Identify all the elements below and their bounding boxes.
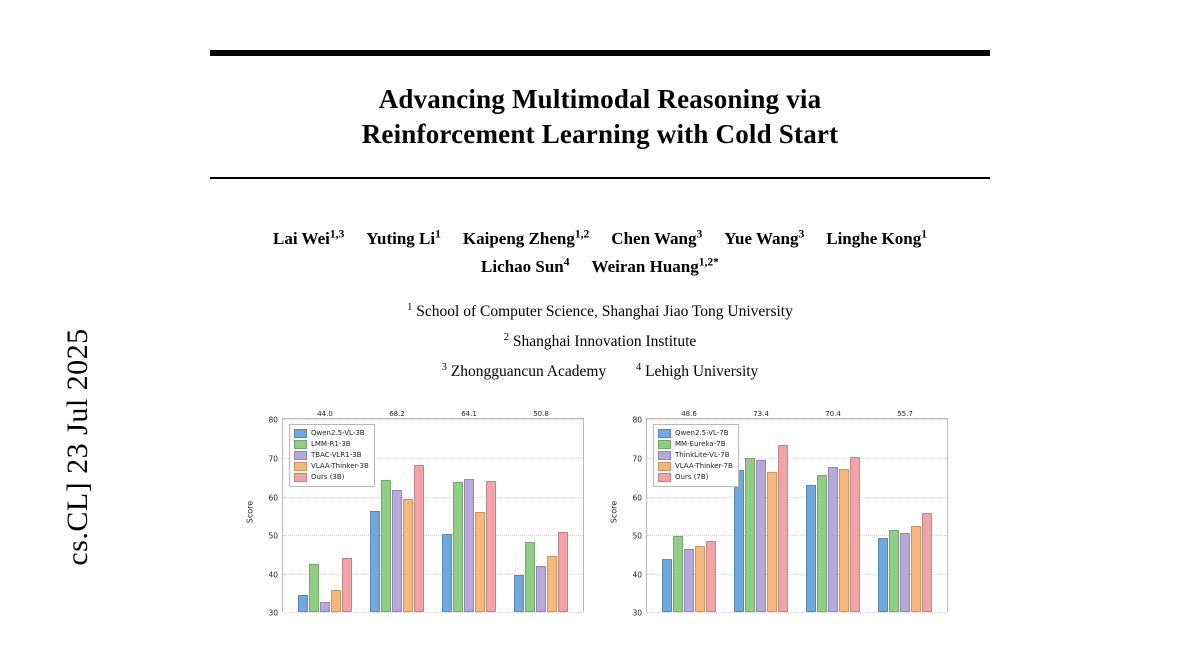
bar (525, 542, 535, 613)
legend-swatch (658, 440, 671, 449)
figure-row (210, 410, 990, 618)
bar (547, 556, 557, 612)
bar (878, 538, 888, 613)
bar (839, 469, 849, 613)
bar (889, 530, 899, 613)
y-axis-tick: 50 (268, 531, 278, 541)
author: Yue Wang$^3$ (724, 227, 805, 249)
legend-item (294, 428, 369, 439)
y-axis-tick: 80 (268, 415, 278, 425)
legend-item (294, 439, 369, 450)
legend-swatch (294, 473, 307, 482)
affiliation-row: $^1$ School of Computer Science, Shanghai Jiao Tong University (407, 302, 793, 321)
legend-item (658, 450, 733, 461)
bar (753, 410, 788, 613)
legend-swatch (294, 462, 307, 471)
author: Lichao Sun$^4$ (481, 255, 570, 277)
bar-group (806, 410, 860, 612)
y-axis-tick: 40 (632, 570, 642, 580)
bar (734, 470, 744, 612)
author-list (210, 225, 990, 281)
affiliation-text: Lehigh University (645, 362, 759, 380)
bar-value-label: 55.7 (897, 410, 913, 419)
y-axis-tick: 50 (632, 531, 642, 541)
legend-item (294, 461, 369, 472)
legend-item (658, 439, 733, 450)
bar (662, 559, 672, 613)
affiliation-text: Zhongguancun Academy (450, 362, 607, 380)
title-rule-bottom (210, 177, 990, 179)
bar (817, 475, 827, 613)
author-row-1 (210, 225, 990, 253)
bar (464, 479, 474, 613)
bar-chart-3b (245, 410, 588, 618)
chart-legend (653, 424, 739, 486)
bar (461, 410, 496, 613)
bar (475, 512, 485, 612)
y-axis-tick: 30 (632, 608, 642, 618)
bar (806, 485, 816, 613)
y-axis-tick: 60 (268, 493, 278, 503)
legend-label: Qwen2.5-VL-7B (675, 429, 729, 438)
legend-label: MM-Eureka-7B (675, 440, 726, 449)
bar (695, 546, 705, 613)
bar (828, 467, 838, 613)
y-axis-label: Score (609, 501, 619, 524)
legend-label: TBAC-VLR1-3B (311, 451, 362, 460)
bar-group (514, 410, 568, 612)
y-axis-tick: 80 (632, 415, 642, 425)
affiliation-row: $^3$ Zhongguancun Academy $^4$ Lehigh University (441, 361, 759, 380)
bar-value-label: 64.1 (461, 410, 477, 419)
plot-area (632, 410, 948, 618)
legend-label: LMM-R1-3B (311, 440, 351, 449)
bar (745, 458, 755, 613)
author: Weiran Huang$^{1,2*}$ (591, 255, 719, 277)
bar (392, 490, 402, 612)
y-axis-tick: 70 (632, 454, 642, 464)
affiliation-row: $^2$ Shanghai Innovation Institute (503, 331, 697, 350)
legend-label: Qwen2.5-VL-3B (311, 429, 365, 438)
legend-item (658, 461, 733, 472)
legend-item (658, 472, 733, 483)
arxiv-stamp: cs.CL] 23 Jul 2025 (61, 328, 94, 566)
author: Yuting Li$^1$ (366, 227, 441, 249)
legend-swatch (658, 451, 671, 460)
title-rule-top (210, 50, 990, 56)
legend-item (294, 472, 369, 483)
bar (911, 526, 921, 612)
y-axis-tick: 40 (268, 570, 278, 580)
bar (442, 534, 452, 613)
bar (673, 536, 683, 612)
bar (684, 549, 694, 612)
y-axis-tick: 30 (268, 608, 278, 618)
affiliation-text: Shanghai Innovation Institute (512, 332, 697, 350)
bar-value-label: 48.6 (681, 410, 697, 419)
title-line-2: Reinforcement Learning with Cold Start (361, 118, 839, 149)
chart-legend (289, 424, 375, 486)
bar (900, 533, 910, 612)
legend-label: ThinkLite-VL-7B (675, 451, 730, 460)
legend-swatch (294, 440, 307, 449)
bar-value-label: 70.4 (825, 410, 841, 419)
bar (514, 575, 524, 612)
legend-item (294, 450, 369, 461)
bar-group (878, 410, 932, 612)
bar (370, 511, 380, 612)
bar (825, 410, 860, 613)
bar (403, 499, 413, 612)
grid-line (268, 608, 583, 618)
author-row-2 (210, 253, 990, 281)
legend-swatch (658, 429, 671, 438)
bar (298, 595, 308, 612)
legend-swatch (294, 451, 307, 460)
bar (381, 480, 391, 612)
affiliation-list (210, 297, 990, 386)
bar-group (370, 410, 424, 612)
legend-swatch (658, 473, 671, 482)
bar (389, 410, 424, 612)
legend-label: VLAA-Thinker-3B (311, 461, 369, 470)
bar-value-label: 73.4 (753, 410, 769, 419)
title-line-1: Advancing Multimodal Reasoning via (378, 84, 822, 114)
bar (331, 590, 341, 612)
legend-label: Ours (3B) (311, 472, 345, 481)
bar-group (734, 410, 788, 612)
y-axis-label: Score (245, 501, 255, 524)
author: Linghe Kong$^1$ (826, 227, 927, 249)
author: Chen Wang$^3$ (611, 227, 703, 249)
page-title (210, 82, 990, 151)
legend-label: VLAA-Thinker-7B (675, 461, 733, 470)
bar-group (442, 410, 496, 612)
legend-swatch (294, 429, 307, 438)
legend-swatch (658, 462, 671, 471)
bar (309, 564, 319, 613)
affiliation-text: School of Computer Science, Shanghai Jiao Tong University (416, 303, 793, 321)
grid-line (632, 608, 947, 618)
bar-value-label: 68.2 (389, 410, 405, 419)
bar (320, 602, 330, 613)
bar (897, 410, 932, 612)
bar-value-label: 50.8 (533, 410, 549, 419)
plot-area (268, 410, 584, 618)
bar (767, 472, 777, 613)
bar (453, 482, 463, 612)
y-axis-tick: 70 (268, 454, 278, 464)
paper-page (210, 0, 990, 648)
author: Lai Wei$^{1,3}$ (273, 227, 345, 249)
bar (536, 566, 546, 612)
author: Kaipeng Zheng$^{1,2}$ (462, 227, 590, 249)
bar (756, 460, 766, 612)
bar-chart-7b (609, 410, 952, 618)
legend-item (658, 428, 733, 439)
y-axis-tick: 60 (632, 493, 642, 503)
bar-value-label: 44.0 (317, 410, 333, 419)
legend-label: Ours (7B) (675, 472, 709, 481)
bar (533, 410, 568, 612)
